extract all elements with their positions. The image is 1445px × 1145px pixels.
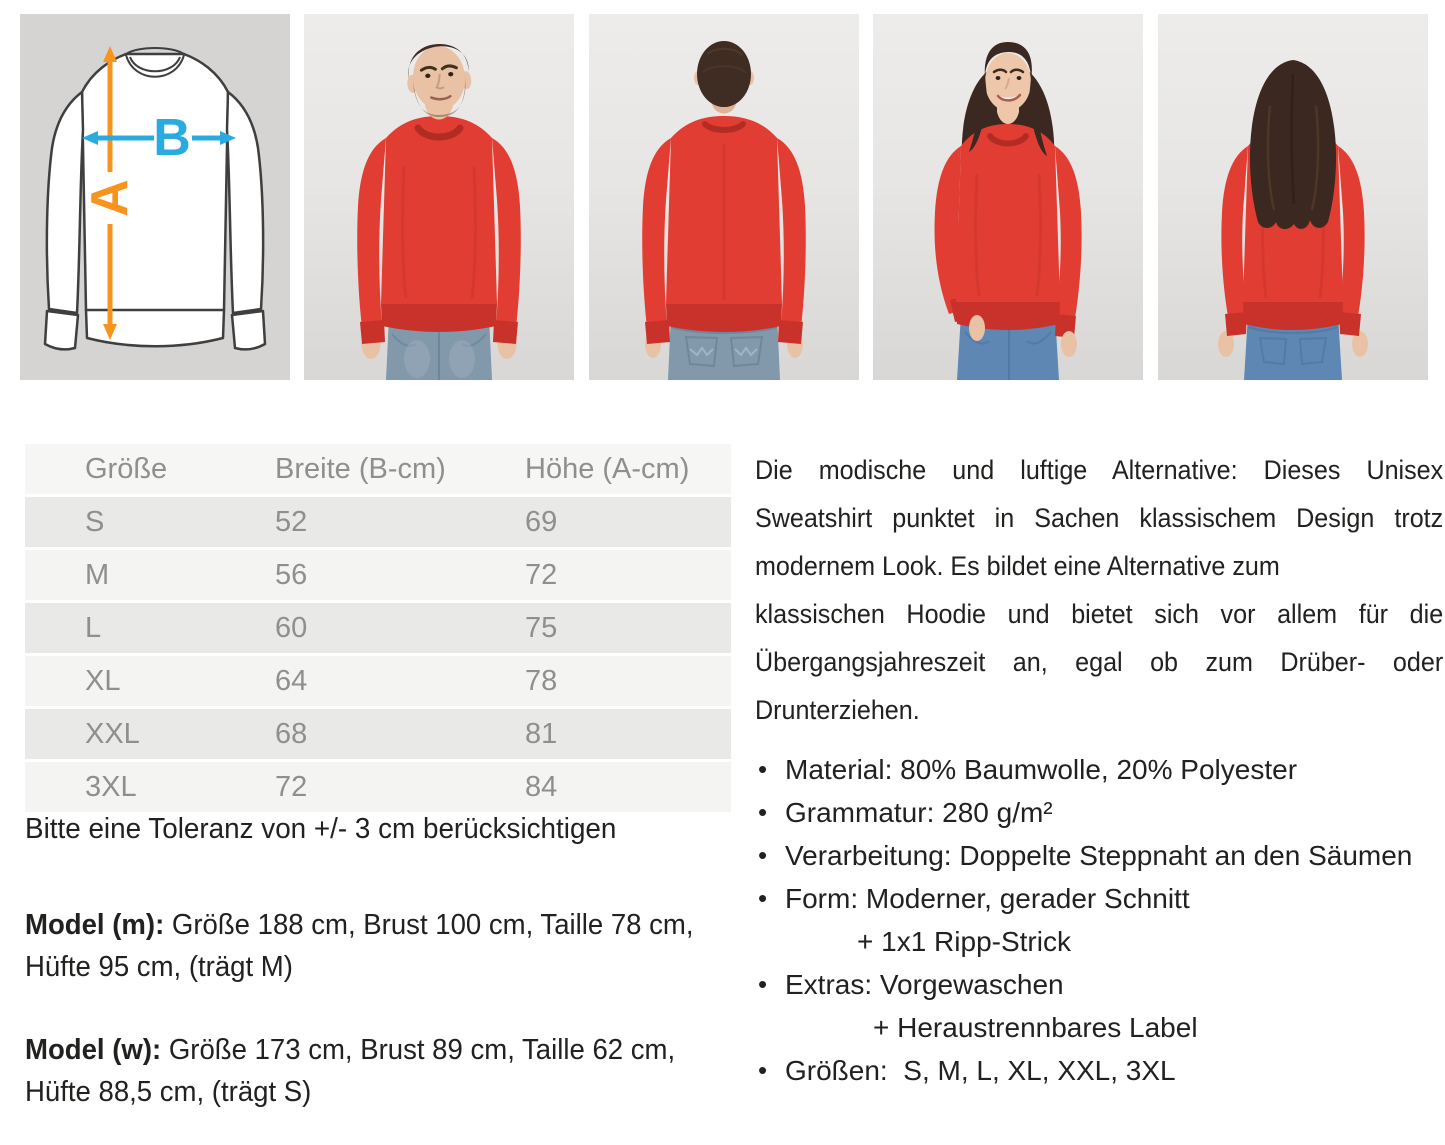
feature-form-continuation: + 1x1 Ripp-Strick <box>857 926 1071 957</box>
feature-list <box>755 748 1445 1092</box>
size-diagram <box>20 14 290 380</box>
size-label: XXL <box>85 717 140 750</box>
table-row-3xl <box>25 762 731 812</box>
height-value: 75 <box>525 611 558 644</box>
description-line: Sweatshirt punktet in Sachen klassischem Design trotz <box>755 503 1444 533</box>
sweatshirt-outline <box>45 48 265 349</box>
label-a: A <box>81 179 139 217</box>
description-line: Übergangsjahreszeit an, egal ob zum Drüber- oder <box>755 647 1444 677</box>
table-row-l <box>25 603 731 653</box>
model-m-line2: Hüfte 95 cm, (trägt M) <box>25 951 293 983</box>
model-w-info <box>25 1029 675 1113</box>
description-line: klassischen Hoodie und bietet sich vor allem für die <box>755 599 1444 629</box>
width-value: 52 <box>275 505 308 538</box>
size-label: S <box>85 505 105 538</box>
man-head <box>405 42 474 119</box>
table-row-s <box>25 497 731 547</box>
red-sweatshirt <box>935 124 1082 338</box>
width-value: 68 <box>275 717 308 750</box>
feature-extras: • Extras: Vorgewaschen <box>755 963 1445 1006</box>
red-sweatshirt-back <box>642 116 806 344</box>
product-description <box>755 446 1443 734</box>
size-label: 3XL <box>85 770 137 803</box>
man-head-back <box>694 41 754 107</box>
model-w-label: Model (w): <box>25 1034 162 1066</box>
height-value: 81 <box>525 717 558 750</box>
col-header-hoehe: Höhe (A-cm) <box>525 452 690 485</box>
model-m-info <box>25 904 694 988</box>
woman-back-illustration <box>1158 14 1428 380</box>
height-value: 69 <box>525 505 558 538</box>
feature-verarbeitung: • Verarbeitung: Doppelte Steppnaht an den Säumen <box>755 834 1445 877</box>
description-line: Die modische und luftige Alternative: Dieses Unisex <box>755 455 1444 485</box>
height-value: 78 <box>525 664 558 697</box>
description-line: modernem Look. Es bildet eine Alternative zum <box>755 551 1280 581</box>
left-hand-in-pocket <box>969 315 985 341</box>
width-value: 56 <box>275 558 308 591</box>
feature-groessen: • Größen: S, M, L, XL, XXL, 3XL <box>755 1049 1445 1092</box>
feature-material: • Material: 80% Baumwolle, 20% Polyester <box>755 748 1445 791</box>
right-hand <box>1061 331 1077 357</box>
model-w-line1: Model (w): Größe 173 cm, Brust 89 cm, Taille 62 cm, <box>25 1034 676 1066</box>
table-row-xl <box>25 656 731 706</box>
table-row-xxl <box>25 709 731 759</box>
woman-head-back <box>1250 60 1336 229</box>
size-diagram-graphic <box>20 14 290 380</box>
man-back-illustration <box>589 14 859 380</box>
feature-extras-continuation: + Heraustrennbares Label <box>873 1012 1198 1043</box>
woman-front-illustration <box>873 14 1143 380</box>
width-value: 64 <box>275 664 308 697</box>
size-label: L <box>85 611 102 644</box>
photo-woman-back <box>1158 14 1428 380</box>
red-sweatshirt <box>357 116 521 344</box>
col-header-groesse: Größe <box>85 452 168 485</box>
feature-form: • Form: Moderner, gerader Schnitt <box>755 877 1445 920</box>
size-table <box>25 441 731 815</box>
model-w-line2: Hüfte 88,5 cm, (trägt S) <box>25 1076 312 1108</box>
col-header-breite: Breite (B-cm) <box>275 452 446 485</box>
size-label: M <box>85 558 110 591</box>
description-line: Drunterziehen. <box>755 695 920 725</box>
feature-grammatur: • Grammatur: 280 g/m² <box>755 791 1445 834</box>
photo-man-front <box>304 14 574 380</box>
tolerance-note: Bitte eine Toleranz von +/- 3 cm berücksichtigen <box>25 813 617 845</box>
photo-man-back <box>589 14 859 380</box>
height-value: 72 <box>525 558 558 591</box>
size-label: XL <box>85 664 121 697</box>
label-b: B <box>153 109 191 167</box>
height-value: 84 <box>525 770 558 803</box>
width-value: 72 <box>275 770 308 803</box>
table-header-row <box>25 444 731 494</box>
width-value: 60 <box>275 611 308 644</box>
man-front-illustration <box>304 14 574 380</box>
model-m-label: Model (m): <box>25 909 165 941</box>
table-row-m <box>25 550 731 600</box>
photo-woman-front <box>873 14 1143 380</box>
model-m-line1: Model (m): Größe 188 cm, Brust 100 cm, Taille 78 cm, <box>25 909 694 941</box>
